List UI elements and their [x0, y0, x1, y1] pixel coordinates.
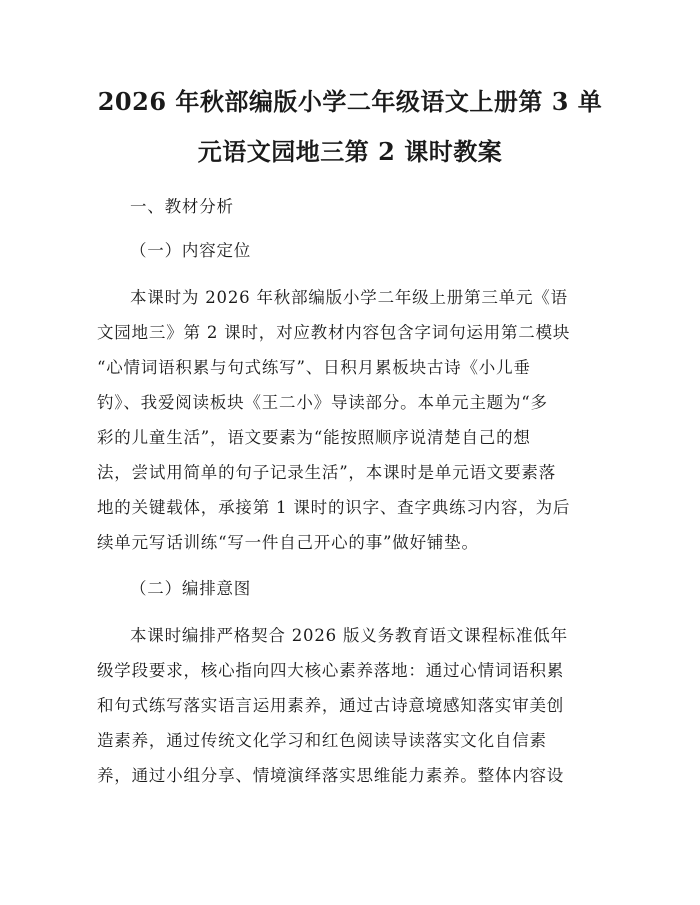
paragraph-1-line: 文园地三》第 2 课时，对应教材内容包含字词句运用第二模块 [97, 323, 571, 342]
paragraph-2-line: 级学段要求，核心指向四大核心素养落地：通过心情词语积累 [97, 661, 565, 680]
subheading-arrangement-intent: （二）编排意图 [130, 579, 252, 598]
paragraph-1-line: “心情词语积累与句式练写”、日积月累板块古诗《小儿垂 [97, 358, 531, 377]
document-title-line-1: 2026 年秋部编版小学二年级语文上册第 3 单 [97, 87, 603, 116]
paragraph-2-line: 造素养，通过传统文化学习和红色阅读导读落实文化自信素 [97, 731, 547, 750]
paragraph-2-line: 养，通过小组分享、情境演绎落实思维能力素养。整体内容设 [97, 766, 565, 785]
paragraph-1-line: 彩的儿童生活”，语文要素为“能按照顺序说清楚自己的想 [97, 428, 531, 447]
paragraph-1-line: 本课时为 2026 年秋部编版小学二年级上册第三单元《语 [130, 288, 568, 307]
paragraph-1-line: 钓》、我爱阅读板块《王二小》导读部分。本单元主题为“多 [97, 393, 548, 412]
paragraph-1-line: 地的关键载体，承接第 1 课时的识字、查字典练习内容，为后 [97, 498, 571, 517]
document-title-line-2: 元语文园地三第 2 课时教案 [197, 137, 503, 166]
paragraph-2-line: 和句式练写落实语言运用素养，通过古诗意境感知落实审美创 [97, 696, 565, 715]
subheading-content-positioning: （一）内容定位 [130, 241, 252, 260]
section-heading-analysis: 一、教材分析 [130, 197, 234, 216]
paragraph-1-line: 法，尝试用简单的句子记录生活”，本课时是单元语文要素落 [97, 463, 557, 482]
paragraph-2-line: 本课时编排严格契合 2026 版义务教育语文课程标准低年 [130, 626, 568, 645]
paragraph-1-line: 续单元写话训练“写一件自己开心的事”做好铺垫。 [97, 533, 479, 552]
